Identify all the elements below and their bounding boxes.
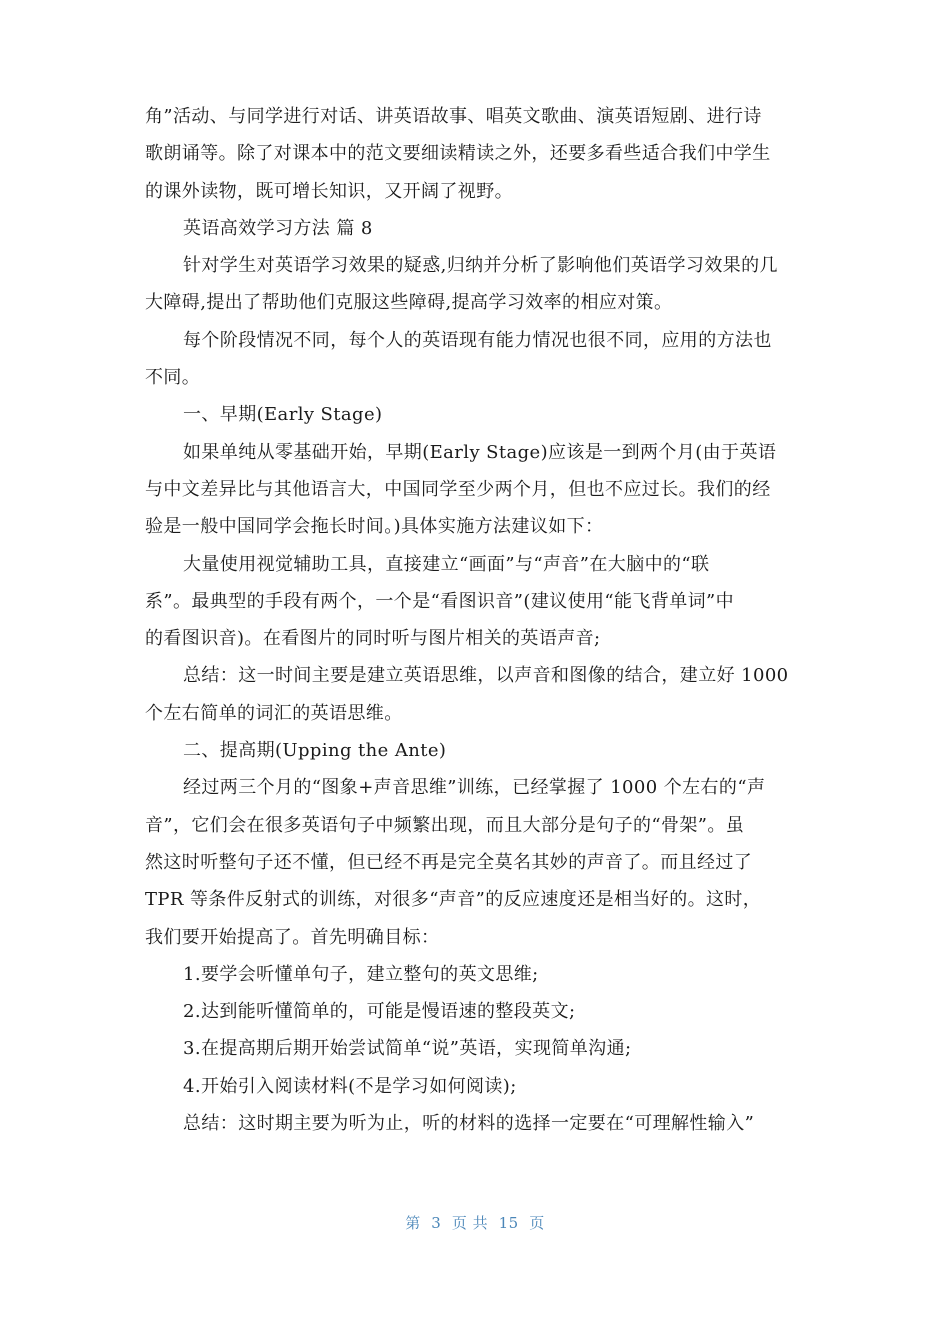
text-line: TPR 等条件反射式的训练，对很多“声音”的反应速度还是相当好的。这时， bbox=[145, 889, 762, 911]
text-line: 个左右简单的词汇的英语思维。 bbox=[145, 702, 403, 724]
text-line: 二、提高期(Upping the Ante) bbox=[183, 740, 447, 762]
text-line: 的课外读物，既可增长知识，又开阔了视野。 bbox=[145, 180, 513, 202]
text-line: 1.要学会听懂单句子，建立整句的英文思维; bbox=[183, 963, 539, 985]
text-line: 如果单纯从零基础开始，早期(Early Stage)应该是一到两个月(由于英语 bbox=[183, 441, 777, 463]
text-line: 总结：这时期主要为听为止，听的材料的选择一定要在“可理解性输入” bbox=[183, 1113, 755, 1135]
text-line: 验是一般中国同学会拖长时间。)具体实施方法建议如下： bbox=[145, 516, 604, 538]
text-line: 角”活动、与同学进行对话、讲英语故事、唱英文歌曲、演英语短剧、进行诗 bbox=[145, 106, 762, 127]
text-line: 的看图识音)。在看图片的同时听与图片相关的英语声音; bbox=[145, 628, 601, 650]
page-number-footer: 第 3 页 共 15 页 bbox=[405, 1214, 545, 1232]
text-line: 每个阶段情况不同，每个人的英语现有能力情况也很不同，应用的方法也 bbox=[183, 329, 772, 351]
text-line: 不同。 bbox=[145, 367, 201, 389]
text-line: 3.在提高期后期开始尝试简单“说”英语，实现简单沟通; bbox=[183, 1038, 632, 1060]
text-line: 总结：这一时间主要是建立英语思维，以声音和图像的结合，建立好 1000 bbox=[183, 665, 789, 687]
text-line: 一、早期(Early Stage) bbox=[183, 404, 383, 426]
text-line: 针对学生对英语学习效果的疑惑,归纳并分析了影响他们英语学习效果的几 bbox=[183, 255, 778, 277]
text-line: 系”。最典型的手段有两个，一个是“看图识音”(建议使用“能飞背单词”中 bbox=[145, 590, 735, 612]
text-line: 2.达到能听懂简单的，可能是慢语速的整段英文; bbox=[183, 1001, 576, 1023]
text-line: 大障碍,提出了帮助他们克服这些障碍,提高学习效率的相应对策。 bbox=[145, 292, 673, 314]
body-text bbox=[145, 98, 807, 1142]
text-line: 与中文差异比与其他语言大，中国同学至少两个月，但也不应过长。我们的经 bbox=[145, 478, 771, 500]
text-line: 我们要开始提高了。首先明确目标： bbox=[145, 926, 440, 948]
text-line: 英语高效学习方法 篇 8 bbox=[183, 217, 373, 239]
text-line: 音”，它们会在很多英语句子中频繁出现，而且大部分是句子的“骨架”。虽 bbox=[145, 814, 745, 836]
text-line: 然这时听整句子还不懂，但已经不再是完全莫名其妙的声音了。而且经过了 bbox=[145, 851, 753, 873]
text-line: 经过两三个月的“图象+声音思维”训练，已经掌握了 1000 个左右的“声 bbox=[183, 777, 766, 799]
text-line: 4.开始引入阅读材料(不是学习如何阅读); bbox=[183, 1075, 517, 1097]
text-line: 大量使用视觉辅助工具，直接建立“画面”与“声音”在大脑中的“联 bbox=[183, 553, 710, 575]
text-line: 歌朗诵等。除了对课本中的范文要细读精读之外，还要多看些适合我们中学生 bbox=[145, 143, 771, 165]
